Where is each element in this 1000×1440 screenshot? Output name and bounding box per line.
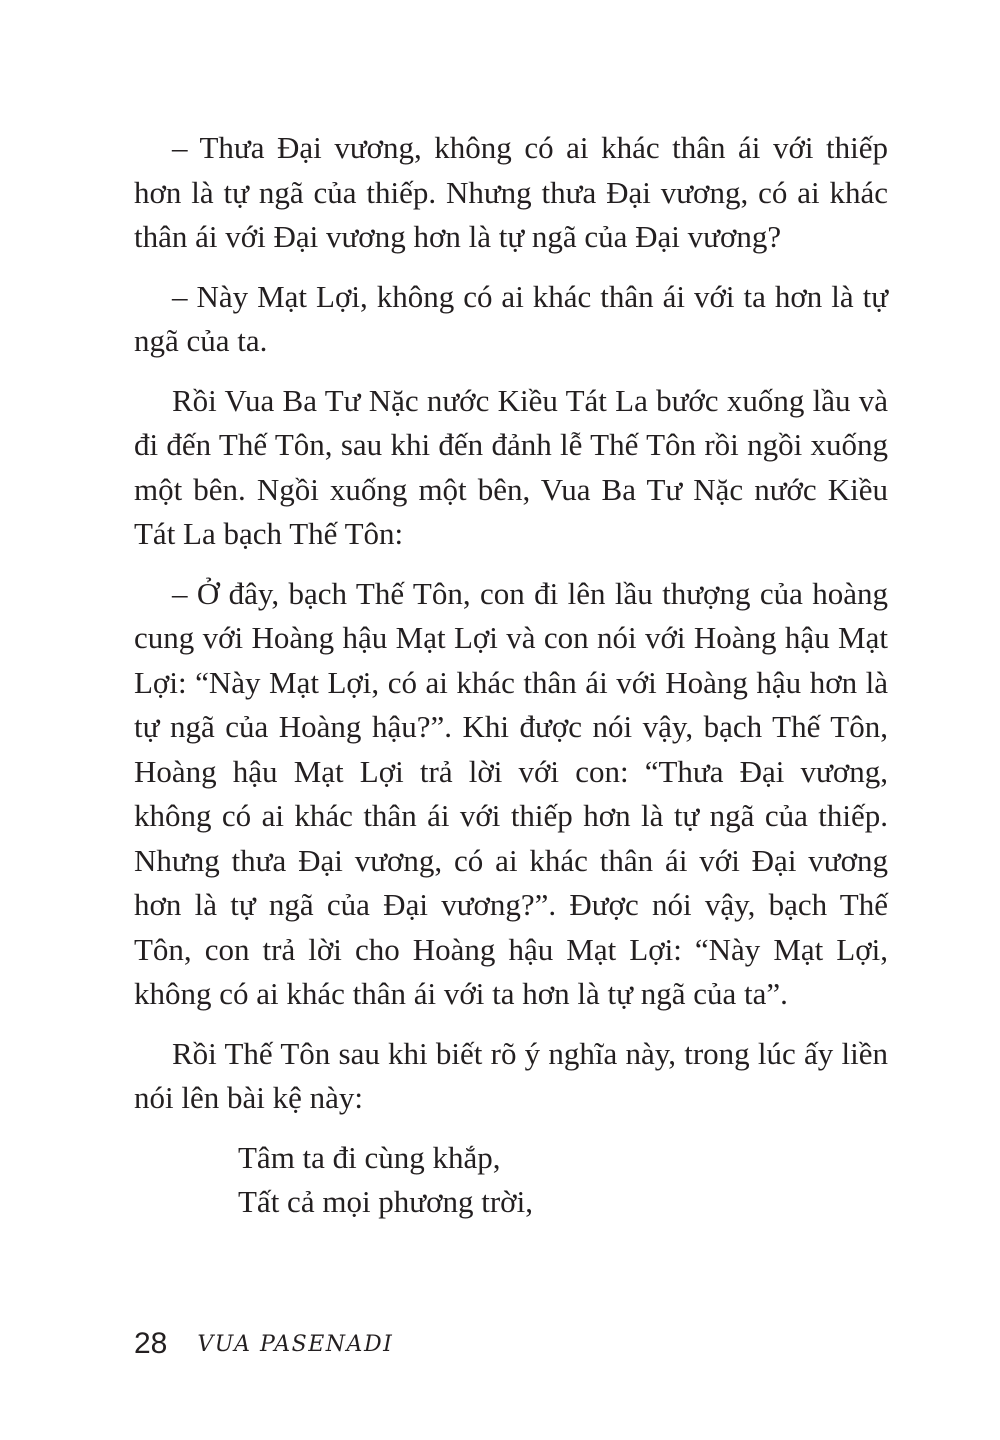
paragraph: – Này Mạt Lợi, không có ai khác thân ái với ta hơn là tự ngã của ta. <box>134 278 888 358</box>
verse-line: Tâm ta đi cùng khắp, <box>238 1139 501 1175</box>
page-footer <box>134 1322 393 1366</box>
paragraph: – Thưa Đại vương, không có ai khác thân ái với thiếp hơn là tự ngã của thiếp. Nhưng thưa Đại vương, có ai khác thân ái với Đại vương hơn là tự ngã của Đại vương? <box>134 130 888 254</box>
running-title: VUA PASENADI <box>197 1331 394 1357</box>
page-number: 28 <box>134 1327 168 1360</box>
paragraph: Rồi Vua Ba Tư Nặc nước Kiều Tát La bước xuống lầu và đi đến Thế Tôn, sau khi đến đảnh lễ Thế Tôn rồi ngồi xuống một bên. Ngồi xuống một bên, Vua Ba Tư Nặc nước Kiều Tát La bạch Thế Tôn: <box>134 382 888 551</box>
verse-line: Tất cả mọi phương trời, <box>238 1184 533 1219</box>
paragraph: Rồi Thế Tôn sau khi biết rõ ý nghĩa này, trong lúc ấy liền nói lên bài kệ này: <box>134 1035 888 1115</box>
paragraph: – Ở đây, bạch Thế Tôn, con đi lên lầu thượng của hoàng cung với Hoàng hậu Mạt Lợi và con nói với Hoàng hậu Mạt Lợi: “Này Mạt Lợi, có ai khác thân ái với Hoàng hậu hơn là tự ngã của Hoàng hậu?”. Khi được nói vậy, bạch Thế Tôn, Hoàng hậu Mạt Lợi trả lời với con: “Thưa Đại vương, không có ai khác thân ái với thiếp hơn là tự ngã của thiếp. Nhưng thưa Đại vương, có ai khác thân ái với Đại vương hơn là tự ngã của Đại vương?”. Được nói vậy, bạch Thế Tôn, con trả lời cho Hoàng hậu Mạt Lợi: “Này Mạt Lợi, không có ai khác thân ái với ta hơn là tự ngã của ta”. <box>134 575 888 1011</box>
body-text <box>134 126 888 1225</box>
verse-block <box>134 1136 888 1225</box>
